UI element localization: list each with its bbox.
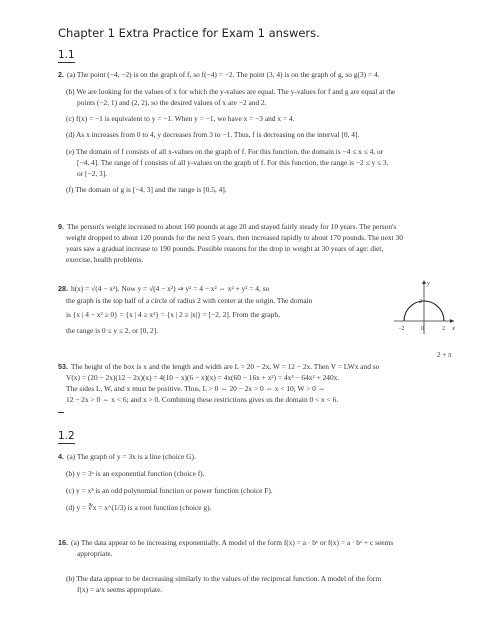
problem-text: h(x) = √(4 − x²). Now y = √(4 − x²) ⇒ y² = 4 − x² ⇔ x² + y² = 4, so (71, 284, 270, 293)
problem-16-part-a-line1 (58, 538, 393, 549)
problem-2-part-d: (d) As x increases from 0 to 4, y decreases from 3 to −1. Thus, f is decreasing on the interval [0, 4]. (66, 130, 360, 139)
x-tick-label-neg: −2 (398, 326, 405, 332)
problem-53-line1 (58, 362, 379, 373)
x-tick-label-origin: 0 (421, 326, 424, 332)
problem-2-part-a (58, 70, 380, 81)
problem-2-part-b-line2: points (−2, 1) and (2, 2), so the desired values of x are −2 and 2. (77, 98, 267, 107)
problem-16-part-b-line2: f(x) = a/x seems appropriate. (77, 585, 163, 594)
y-axis-label: y (427, 280, 430, 287)
problem-number: 4. (58, 452, 64, 461)
y-tick-label: 2 (419, 299, 422, 305)
problem-number: 28. (58, 284, 68, 293)
problem-4-part-d: (d) y = ∛x = x^(1/3) is a root function (choice g). (66, 503, 212, 512)
problem-text: The height of the box is x and the length and width are L = 20 − 2x, W = 12 − 2x. Then V = LWx and so (71, 362, 380, 371)
problem-2-part-c: (c) f(x) = −1 is equivalent to y = −1. When y = −1, we have x = −3 and x = 4. (66, 114, 295, 123)
problem-2-part-e-line1: (e) The domain of f consists of all x-values on the graph of f. For this function, the domain is −4 ≤ x ≤ 4, or (66, 147, 384, 156)
problem-2-part-e-line2: [−4, 4]. The range of f consists of all y-values on the graph of f. For this function, the range is −2 ≤ y ≤ 3, (77, 158, 389, 167)
problem-16-part-b-line1: (b) The data appear to be decreasing similarly to the values of the reciprocal function. A model of the form (66, 574, 382, 583)
section-heading-1-1: 1.1 (58, 49, 75, 61)
problem-28-line2: the graph is the top half of a circle of radius 2 with center at the origin. The domain (66, 296, 313, 305)
section-heading-1-2: 1.2 (58, 430, 75, 442)
problem-53-line4: 12 − 2x > 0 ⇔ x < 6; and x > 0. Combining these restrictions gives us the domain 0 < x < 6. (66, 395, 339, 404)
problem-number: 2. (58, 70, 64, 79)
problem-text: (a) The point (−4, −2) is on the graph of f, so f(−4) = −2. The point (3, 4) is on the graph of g, so g(3) = 4. (67, 70, 380, 79)
problem-number: 16. (58, 538, 68, 547)
problem-number: 9. (58, 222, 64, 231)
problem-9-line3: years saw a gradual increase to 190 pounds. Possible reasons for the drop in weight at 30 years of age: diet, (66, 244, 384, 253)
problem-28-line4: the range is 0 ≤ y ≤ 2, or [0, 2]. (66, 326, 159, 335)
x-axis-label: x (452, 325, 455, 332)
page-title: Chapter 1 Extra Practice for Exam 1 answers. (58, 26, 320, 40)
problem-4-part-c: (c) y = x³ is an odd polynomial function or power function (choice F). (66, 486, 273, 495)
problem-9-line4: exercise, health problems. (66, 255, 144, 264)
problem-text: (a) The data appear to be increasing exponentially. A model of the form f(x) = a · bˣ or f(x) = a · bˣ + c seems (71, 538, 394, 547)
problem-number: 53. (58, 362, 68, 371)
problem-2-part-e-line3: or [−2, 3]. (77, 169, 108, 178)
problem-4-part-a (58, 452, 196, 463)
problem-text: (a) The graph of y = 3x is a line (choice G). (67, 452, 196, 461)
problem-2-part-b-line1: (b) We are looking for the values of x for which the y-values are equal. The y-values for f and g are equal at the (66, 87, 396, 96)
problem-text: The person's weight increased to about 160 pounds at age 20 and stayed fairly steady for 10 years. The person's (67, 222, 397, 231)
problem-9-line1 (58, 222, 396, 233)
x-axis-arrow (450, 319, 454, 323)
problem-53-line2: V(x) = (20 − 2x)(12 − 2x)(x) = 4(10 − x)(6 − x)(x) = 4x(60 − 16x + x²) = 4x³ − 64x² + 240x. (66, 373, 340, 382)
problem-9-line2: weight dropped to about 120 pounds for the next 5 years, then increased rapidly to about 170 pounds. The next 30 (66, 233, 403, 242)
problem-4-part-b: (b) y = 3ˣ is an exponential function (choice f). (66, 469, 205, 478)
margin-note: 2 + π (437, 351, 452, 359)
problem-28-line3: is {x | 4 − x² ≥ 0} = {x | 4 ≥ x²} = {x | 2 ≥ |x|} = [−2, 2]. From the graph, (66, 310, 280, 319)
problem-28-line1 (58, 284, 269, 295)
semicircle-graph (388, 276, 458, 336)
scan-mark (58, 412, 64, 413)
x-tick-label-pos: 2 (442, 326, 445, 332)
problem-2-part-f: (f) The domain of g is [−4, 3] and the range is [0.5, 4]. (66, 185, 227, 194)
problem-16-part-a-line2: appropriate. (77, 549, 113, 558)
problem-53-line3: The sides L, W, and x must be positive. Thus, L > 0 ⇔ 20 − 2x > 0 ⇔ x < 10; W > 0 ⇔ (66, 384, 326, 393)
y-axis-arrow (422, 280, 426, 284)
